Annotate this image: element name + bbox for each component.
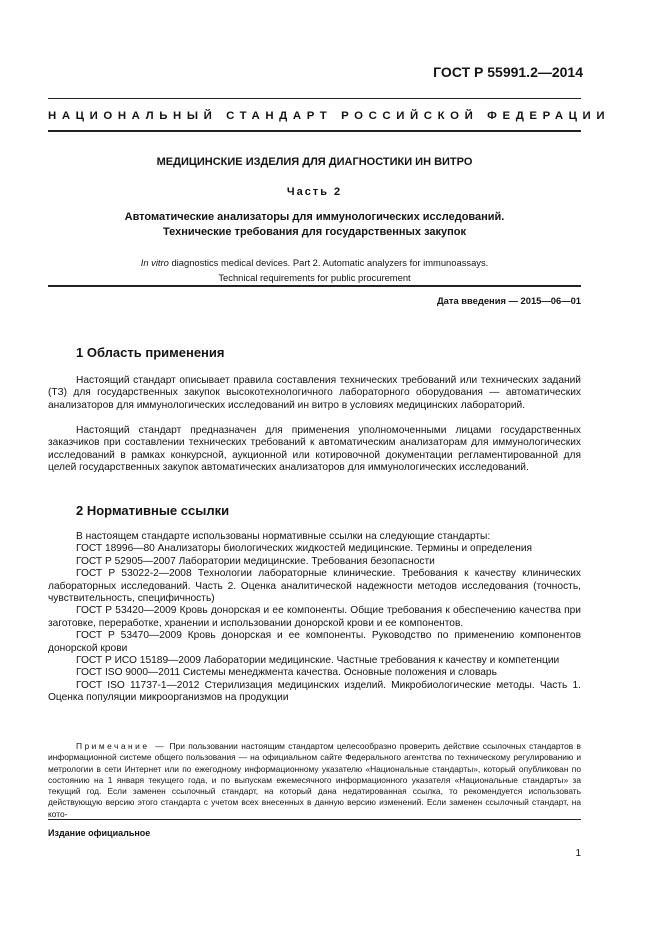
page-number: 1 bbox=[575, 848, 581, 859]
note-text: При пользовании настоящим стандартом целесообразно проверить действие ссылочных стандартов в информационной системе общего пользования — на официальном сайте Федерального агентства по техническому регулированию и метрологии в сети Интернет или по ежегодному информационному указателю «Национальные стандарты», который опубликован по состоянию на 1 января текущего года, и по выпускам ежемесячного информационного указателя «Национальные стандарты» за текущий год. Если заменен ссылочный стандарт, на который дана недатированная ссылка, то рекомендуется использовать действующую версию этого стандарта с учетом всех внесенных в данную версию изменений. Если заменен ссылочный стандарт, на кото- bbox=[48, 741, 581, 819]
introduction-date: Дата введения — 2015—06—01 bbox=[436, 295, 581, 306]
section-2-heading: 2 Нормативные ссылки bbox=[76, 503, 230, 518]
reference-item: ГОСТ 18996—80 Анализаторы биологических жидкостей медицинские. Термины и определения bbox=[76, 543, 533, 555]
reference-item: ГОСТ Р 53420—2009 Кровь донорская и ее компоненты. Общие требования к обеспечению качества при заготовке, переработке, хранении и использовании донорской крови и ее компонентов. bbox=[48, 605, 581, 629]
reference-item: ГОСТ Р ИСО 15189—2009 Лаборатории медицинские. Частные требования к качеству и компетенции bbox=[76, 655, 560, 667]
footer-rule bbox=[48, 819, 581, 820]
normative-references bbox=[48, 531, 581, 705]
reference-item: ГОСТ ISO 9000—2011 Системы менеджмента качества. Основные положения и словарь bbox=[76, 667, 497, 679]
national-rule bbox=[48, 130, 581, 132]
top-rule bbox=[48, 98, 581, 99]
reference-item: ГОСТ ISO 11737-1—2012 Стерилизация медицинских изделий. Микробиологические методы. Часть 1. Оценка популяции микроорганизмов на продукции bbox=[48, 679, 581, 704]
reference-item: ГОСТ Р 52905—2007 Лаборатории медицинские. Требования безопасности bbox=[76, 555, 435, 567]
part-label: Часть 2 bbox=[286, 186, 343, 198]
english-title bbox=[48, 255, 581, 285]
subtitle-line-1: Автоматические анализаторы для иммунологических исследований. bbox=[124, 211, 505, 223]
note bbox=[48, 741, 581, 820]
english-title-line-2: Technical requirements for public procurement bbox=[218, 272, 411, 283]
doc-number: ГОСТ Р 55991.2—2014 bbox=[433, 64, 583, 80]
section-1-heading: 1 Область применения bbox=[76, 345, 225, 360]
doc-subtitle bbox=[48, 210, 581, 240]
section-1-paragraph-2: Настоящий стандарт предназначен для применения уполномоченными лицами государственных заказчиков при составлении технических требований к автоматическим анализаторам для иммунологических исследований в рамках конкурсной, аукционной или котировочной документации регламентированной для целей государственных закупок автоматических анализаторов для иммунологических исследований. bbox=[48, 425, 581, 474]
english-title-line-1 bbox=[48, 255, 581, 270]
note-lead: Примечание — bbox=[76, 741, 167, 751]
references-intro: В настоящем стандарте использованы нормативные ссылки на следующие стандарты: bbox=[76, 531, 491, 542]
english-title-line-1-rest: diagnostics medical devices. Part 2. Automatic analyzers for immunoassays. bbox=[168, 257, 489, 268]
standard-type: НАЦИОНАЛЬНЫЙ СТАНДАРТ РОССИЙСКОЙ ФЕДЕРАЦИИ bbox=[48, 110, 611, 122]
title-rule bbox=[48, 285, 581, 287]
section-1-paragraph-1: Настоящий стандарт описывает правила составления технических требований или технических заданий (ТЗ) для государственных закупок высокотехнологичного лабораторного оборудования — автоматических анализаторов для иммунологических исследований ин витро в условиях медицинских лабораторий. bbox=[48, 375, 581, 411]
doc-title: МЕДИЦИНСКИЕ ИЗДЕЛИЯ ДЛЯ ДИАГНОСТИКИ ИН ВИТРО bbox=[156, 156, 473, 168]
edition-label: Издание официальное bbox=[48, 828, 151, 838]
subtitle-line-2: Технические требования для государственных закупок bbox=[162, 226, 467, 238]
reference-item: ГОСТ Р 53470—2009 Кровь донорская и ее компоненты. Руководство по применению компонентов донорской крови bbox=[48, 630, 581, 654]
reference-item: ГОСТ Р 53022-2—2008 Технологии лабораторные клинические. Требования к качеству клинических лабораторных исследований. Часть 2. Оценка аналитической надежности методов исследования (точность, чувствительность, специфичность) bbox=[48, 568, 581, 605]
english-title-italic: In vitro bbox=[140, 257, 169, 268]
